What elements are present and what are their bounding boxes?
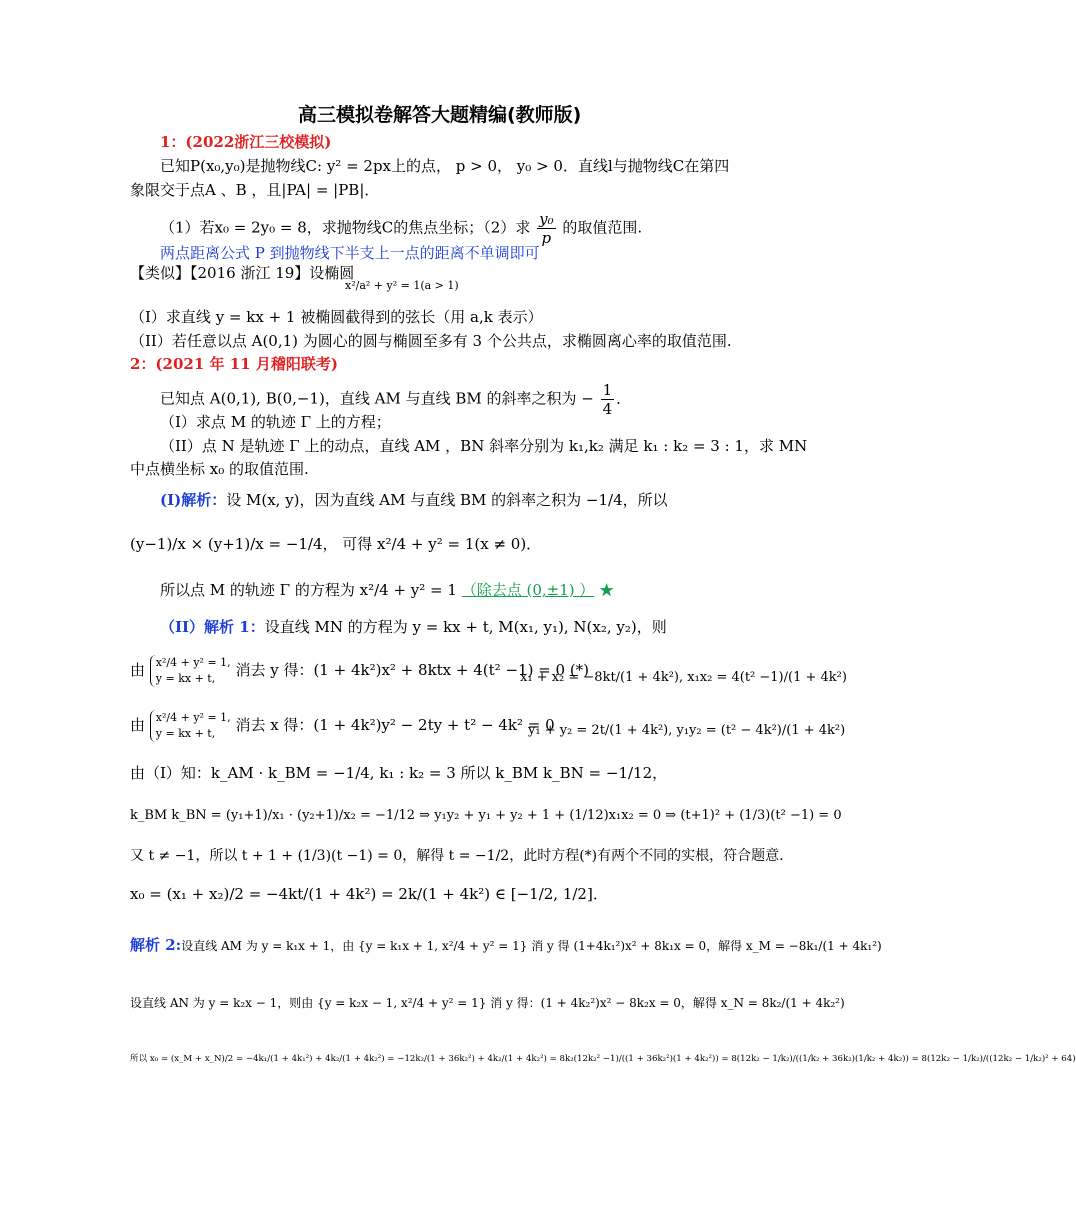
similar-prefix: 【类似】【2016 浙江 19】设椭圆 (130, 264, 355, 282)
solution-3-label: 解析 2: (130, 936, 182, 954)
similar-question-2: （II）若任意以点 A(0,1) 为圆心的圆与椭圆至多有 3 个公共点，求椭圆离心率的取值范围. (130, 332, 732, 350)
solution-1-equation: (y−1)/x × (y+1)/x = −1/4， 可得 x²/4 + y² = 1(x ≠ 0)． (130, 535, 542, 553)
problem-2-heading: 2：(2021 年 11 月稽阳联考) (130, 355, 338, 373)
solution-2-line-1: （II）解析 1：设直线 MN 的方程为 y = kx + t, M(x₁, y₁), N(x₂, y₂)，则 (160, 618, 667, 636)
document-title: 高三模拟卷解答大题精编(教师版) (298, 104, 582, 126)
problem-2-question-2a: （II）点 N 是轨迹 Γ 上的动点，直线 AM ，BN 斜率分别为 k₁,k₂ 满足 k₁ : k₂ = 3 : 1，求 MN (160, 437, 808, 455)
problem-1-line-1: 已知P(x₀,y₀)是抛物线C: y² = 2px上的点， p > 0， y₀ > 0．直线l与抛物线C在第四 (160, 157, 730, 175)
problem-2-line-1: 已知点 A(0,1), B(0,−1)，直线 AM 与直线 BM 的斜率之积为 − $\frac{1}{4}$ ． (160, 381, 632, 418)
problem-1-question-text: （1）若x₀ = 2y₀ = 8，求抛物线C的焦点坐标；（2）求 (160, 218, 531, 237)
similar-question-1: （I）求直线 y = kx + 1 被椭圆截得到的弦长（用 a,k 表示） (130, 308, 543, 326)
solution-2-roots-x: x₁ + x₂ = −8kt/(1 + 4k²), x₁x₂ = 4(t² −1)/(1 + 4k²) (520, 670, 847, 685)
y0-over-p-fraction: $\frac{\text{y₀}}{p}$ (539, 210, 554, 247)
problem-1-hint: 两点距离公式 P 到抛物线下半支上一点的距离不单调即可 (160, 244, 540, 262)
solution-2-line-6: x₀ = (x₁ + x₂)/2 = −4kt/(1 + 4k²) = 2k/(1 + 4k²) ∈ [−1/2, 1/2]． (130, 885, 608, 903)
ellipse-line-system-2: x²/4 + y² = 1, y = kx + t, (150, 710, 231, 742)
problem-2-question-1: （I）求点 M 的轨迹 Γ 上的方程； (160, 413, 391, 431)
solution-2-line-4: k_BM k_BN = (y₁+1)/x₁ · (y₂+1)/x₂ = −1/12 ⇒ y₁y₂ + y₁ + y₂ + 1 + (1/12)x₁x₂ = 0 ⇒ (t+1)² + (1/3)(t² −1) = 0 (130, 808, 842, 823)
solution-2-system-2: 由 x²/4 + y² = 1, y = kx + t, 消去 x 得：(1 + 4k²)y² − 2ty + t² − 4k² = 0 (130, 711, 555, 740)
solution-2-roots-y: y₁ + y₂ = 2t/(1 + 4k²), y₁y₂ = (t² − 4k²)/(1 + 4k²) (528, 723, 846, 738)
problem-1-heading: 1：(2022浙江三校模拟) (160, 133, 332, 151)
solution-2-line-5: 又 t ≠ −1，所以 t + 1 + (1/3)(t −1) = 0，解得 t = −1/2，此时方程(*)有两个不同的实根，符合题意. (130, 848, 784, 864)
solution-1-result: 所以点 M 的轨迹 Γ 的方程为 x²/4 + y² = 1 （除去点 (0,±1) ） ★ (160, 581, 615, 599)
solution-1-label: (I)解析： (160, 491, 227, 509)
solution-2-line-3: 由（I）知：k_AM · k_BM = −1/4, k₁ : k₂ = 3 所以 k_BM k_BN = −1/12， (130, 764, 668, 782)
problem-2-question-2b: 中点横坐标 x₀ 的取值范围. (130, 460, 309, 478)
solution-3-line-1: 解析 2:设直线 AM 为 y = k₁x + 1，由 {y = k₁x + 1, x²/4 + y² = 1} 消 y 得 (1+4k₁²)x² + 8k₁x = 0，解得 x_M = −8k₁/(1 + 4k₁²) (130, 936, 882, 954)
solution-2-label: （II）解析 1： (160, 618, 265, 636)
solution-1-line-1: (I)解析：设 M(x, y)，因为直线 AM 与直线 BM 的斜率之积为 −1/4，所以 (160, 491, 668, 509)
solution-2-system-1: 由 x²/4 + y² = 1, y = kx + t, 消去 y 得：(1 + 4k²)x² + 8ktx + 4(t² −1) = 0 (*) (130, 656, 590, 685)
problem-1-line-2: 象限交于点A 、B ，且|PA| = |PB|． (130, 181, 380, 199)
star-icon: ★ (599, 581, 615, 599)
problem-1-question-end: 的取值范围. (562, 218, 643, 237)
excluded-points-note: （除去点 (0,±1) ） (461, 581, 595, 599)
solution-3-line-3: 所以 x₀ = (x_M + x_N)/2 = −4k₁/(1 + 4k₁²) + 4k₂/(1 + 4k₂²) = −12k₂/(1 + 36k₂²) + 4k₂/(1 + 4k₂²) = 8k₂(12k₂² −1)/((1 + 36k₂²)(1 + 4k₂²)) = 8(12k₂ − 1/k₂)/((1/k₂ + 36k₂)(1/k₂ + 4k₂)) = 8(12k₂ − 1/k₂)/((12k₂ − 1/k₂)² + 64) (130, 1054, 1076, 1064)
one-quarter-fraction: $\frac{1}{4}$ (602, 381, 613, 418)
problem-1-line-3 (160, 210, 642, 247)
solution-3-line-2: 设直线 AN 为 y = k₂x − 1，则由 {y = k₂x − 1, x²/4 + y² = 1} 消 y 得：(1 + 4k₂²)x² − 8k₂x = 0，解得 x_N = 8k₂/(1 + 4k₂²) (130, 996, 845, 1010)
ellipse-equation: x²/a² + y² = 1(a > 1) (345, 279, 459, 292)
ellipse-line-system-1: x²/4 + y² = 1, y = kx + t, (150, 655, 231, 687)
